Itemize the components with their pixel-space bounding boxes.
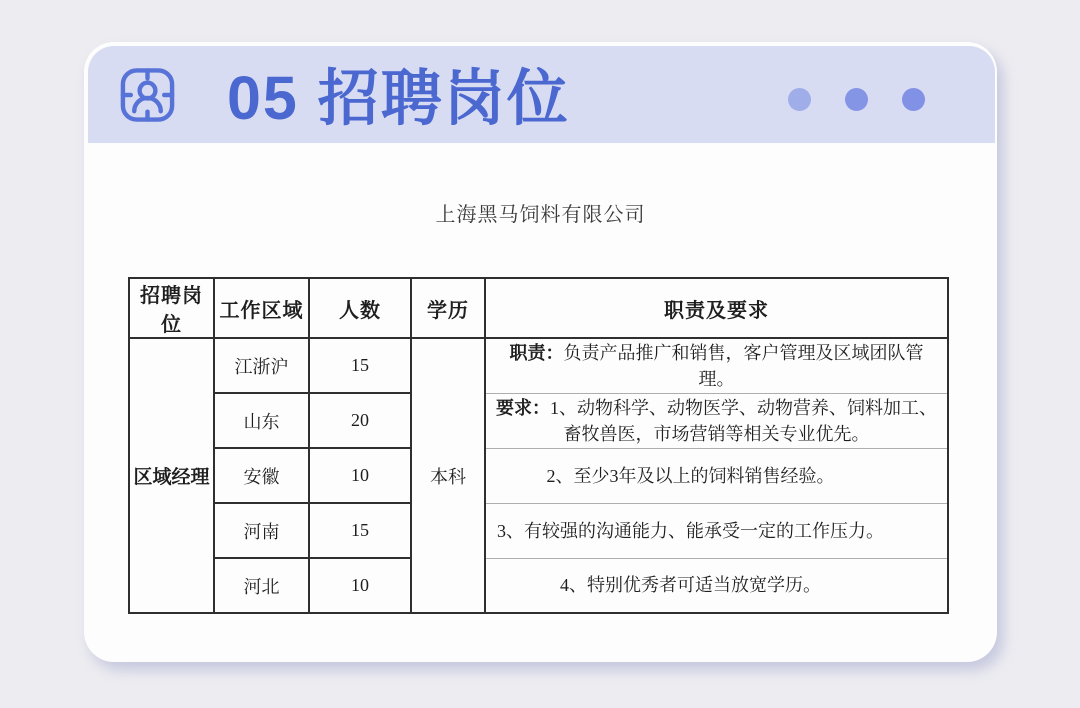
header-bar — [88, 46, 995, 143]
duty-cell — [485, 338, 948, 393]
table-row — [129, 338, 948, 393]
duty-text: 负责产品推广和销售，客户管理及区域团队管理。 — [563, 342, 924, 389]
table-row — [129, 503, 948, 558]
count-cell: 20 — [309, 393, 411, 448]
requirement-line1: 1、动物科学、动物医学、动物营养、饲料加工、 — [550, 397, 937, 418]
region-cell: 江浙沪 — [214, 338, 309, 393]
table-row — [129, 448, 948, 503]
header-duties: 职责及要求 — [485, 278, 948, 338]
table-row — [129, 393, 948, 448]
table-row — [129, 558, 948, 613]
count-cell: 15 — [309, 503, 411, 558]
count-cell: 15 — [309, 338, 411, 393]
count-cell: 10 — [309, 558, 411, 613]
table-header-row — [129, 278, 948, 338]
slide-card — [84, 42, 997, 662]
requirement-label: 要求： — [496, 397, 550, 418]
count-cell: 10 — [309, 448, 411, 503]
region-cell: 河南 — [214, 503, 309, 558]
header-education: 学历 — [411, 278, 485, 338]
recruitment-table — [128, 277, 949, 614]
header-count: 人数 — [309, 278, 411, 338]
region-cell: 山东 — [214, 393, 309, 448]
requirement-cell: 2、至少3年及以上的饲料销售经验。 — [485, 448, 948, 503]
region-cell: 河北 — [214, 558, 309, 613]
dot-icon — [788, 88, 811, 111]
company-name: 上海黑马饲料有限公司 — [435, 204, 646, 226]
duty-label: 职责： — [509, 342, 564, 363]
user-scan-icon — [118, 65, 177, 125]
page-title: 05 招聘岗位 — [227, 63, 570, 132]
region-cell: 安徽 — [214, 448, 309, 503]
education-cell: 本科 — [411, 338, 485, 613]
requirement-cell — [485, 393, 948, 448]
position-cell: 区域经理 — [129, 338, 214, 613]
dot-icon — [902, 88, 925, 111]
requirement-cell: 3、有较强的沟通能力、能承受一定的工作压力。 — [485, 503, 948, 558]
requirement-line2: 畜牧兽医，市场营销等相关专业优先。 — [563, 423, 870, 444]
dots-decoration — [788, 88, 925, 111]
header-region: 工作区域 — [214, 278, 309, 338]
dot-icon — [845, 88, 868, 111]
header-position: 招聘岗位 — [129, 278, 214, 338]
requirement-cell: 4、特别优秀者可适当放宽学历。 — [485, 558, 948, 613]
